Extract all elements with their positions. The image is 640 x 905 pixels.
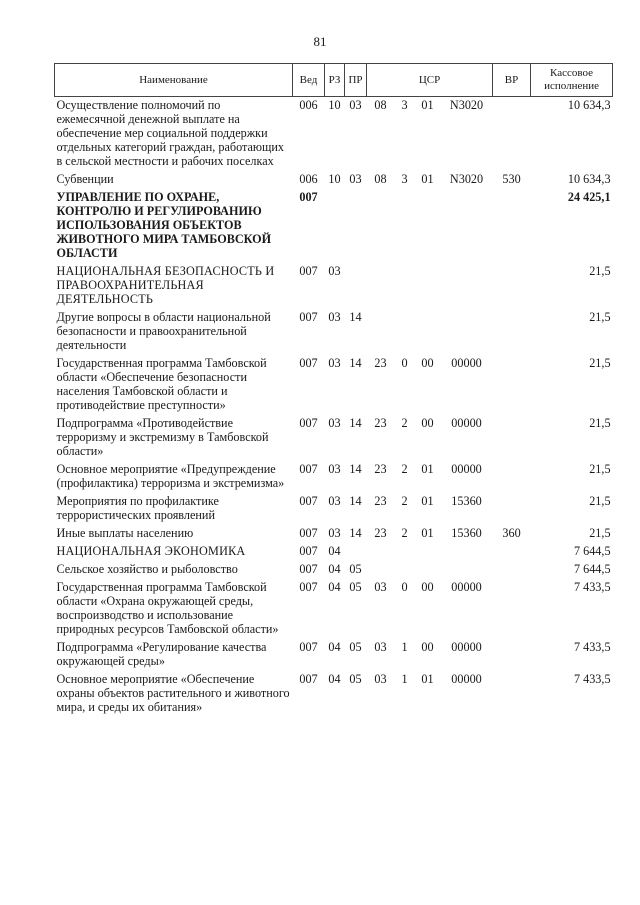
row-pr: 14 xyxy=(349,526,362,540)
row-ved: 007 xyxy=(299,494,318,508)
row-pr xyxy=(345,189,367,263)
row-name: НАЦИОНАЛЬНАЯ ЭКОНОМИКА xyxy=(56,544,246,558)
row-csr-event: 00 xyxy=(421,640,434,654)
row-csr-subprogram: 2 xyxy=(401,462,408,476)
row-name: Иные выплаты населению xyxy=(56,526,194,540)
row-rz: 03 xyxy=(328,494,341,508)
row-name: Государственная программа Тамбовской области «Обеспечение безопасности населения Тамбовской области и противодействие преступности» xyxy=(56,356,267,412)
row-csr-event: 01 xyxy=(421,672,434,686)
row-rz: 04 xyxy=(328,672,341,686)
row-csr-subprogram xyxy=(395,189,415,263)
row-name: Субвенции xyxy=(56,172,114,186)
row-csr-program: 23 xyxy=(374,494,387,508)
row-vr xyxy=(493,579,531,639)
row-csr-direction xyxy=(441,309,493,355)
row-name: Основное мероприятие «Предупреждение (профилактика) терроризма и экстремизма» xyxy=(56,462,285,490)
row-amount: 24 425,1 xyxy=(567,190,611,204)
row-name: УПРАВЛЕНИЕ ПО ОХРАНЕ, КОНТРОЛЮ И РЕГУЛИРОВАНИЮ ИСПОЛЬЗОВАНИЯ ОБЪЕКТОВ ЖИВОТНОГО МИРА ТАМБОВСКОЙ ОБЛАСТИ xyxy=(56,190,272,260)
row-csr-event: 00 xyxy=(421,580,434,594)
table-row xyxy=(55,579,613,639)
row-pr: 14 xyxy=(349,494,362,508)
row-amount: 21,5 xyxy=(589,416,611,430)
row-amount: 7 433,5 xyxy=(573,640,611,654)
row-vr xyxy=(493,561,531,579)
row-csr-program: 03 xyxy=(374,640,387,654)
row-rz: 03 xyxy=(328,264,341,278)
row-vr xyxy=(493,415,531,461)
row-vr xyxy=(493,97,531,172)
row-pr: 14 xyxy=(349,416,362,430)
table-row xyxy=(55,671,613,717)
row-csr-direction: 15360 xyxy=(451,494,482,508)
row-csr-subprogram: 1 xyxy=(401,640,408,654)
row-name: Основное мероприятие «Обеспечение охраны объектов растительного и животного мира, и среды их обитания» xyxy=(56,672,290,714)
row-rz: 03 xyxy=(328,310,341,324)
row-pr: 14 xyxy=(349,310,362,324)
row-vr xyxy=(493,543,531,561)
row-vr xyxy=(493,263,531,309)
row-pr xyxy=(345,263,367,309)
row-csr-program xyxy=(367,543,395,561)
header-rz: РЗ xyxy=(325,64,345,97)
row-amount: 7 644,5 xyxy=(573,562,611,576)
row-csr-program: 23 xyxy=(374,356,387,370)
row-ved: 007 xyxy=(299,580,318,594)
row-amount: 7 433,5 xyxy=(573,672,611,686)
table-row xyxy=(55,355,613,415)
row-vr xyxy=(493,309,531,355)
row-vr xyxy=(493,355,531,415)
row-name: Другие вопросы в области национальной безопасности и правоохранительной деятельности xyxy=(56,310,271,352)
header-csr: ЦСР xyxy=(367,64,493,97)
row-csr-event: 01 xyxy=(421,526,434,540)
row-vr xyxy=(493,639,531,671)
row-ved: 007 xyxy=(299,356,318,370)
row-amount: 21,5 xyxy=(589,264,611,278)
row-rz: 03 xyxy=(328,462,341,476)
row-csr-subprogram: 2 xyxy=(401,416,408,430)
row-amount: 21,5 xyxy=(589,462,611,476)
row-csr-event: 00 xyxy=(421,356,434,370)
row-vr xyxy=(493,189,531,263)
row-csr-event: 01 xyxy=(421,98,434,112)
row-csr-direction xyxy=(441,543,493,561)
row-pr xyxy=(345,543,367,561)
row-rz: 03 xyxy=(328,356,341,370)
row-name: Подпрограмма «Противодействие терроризму и экстремизму в Тамбовской области» xyxy=(56,416,269,458)
row-csr-event: 01 xyxy=(421,494,434,508)
row-ved: 007 xyxy=(299,672,318,686)
row-rz: 04 xyxy=(328,544,341,558)
row-csr-program: 08 xyxy=(374,172,387,186)
row-name: Подпрограмма «Регулирование качества окружающей среды» xyxy=(56,640,267,668)
row-csr-subprogram xyxy=(395,309,415,355)
row-vr: 360 xyxy=(502,526,521,540)
row-ved: 007 xyxy=(299,562,318,576)
row-ved: 007 xyxy=(299,462,318,476)
row-csr-program xyxy=(367,309,395,355)
table-row xyxy=(55,263,613,309)
table-row xyxy=(55,543,613,561)
row-csr-subprogram xyxy=(395,263,415,309)
row-csr-event: 00 xyxy=(421,416,434,430)
budget-execution-table xyxy=(54,63,613,717)
row-csr-program xyxy=(367,561,395,579)
row-pr: 05 xyxy=(349,640,362,654)
row-csr-subprogram: 2 xyxy=(401,526,408,540)
row-ved: 007 xyxy=(299,310,318,324)
table-row xyxy=(55,493,613,525)
row-ved: 006 xyxy=(299,98,318,112)
row-csr-direction: 15360 xyxy=(451,526,482,540)
row-csr-program: 23 xyxy=(374,462,387,476)
row-ved: 007 xyxy=(299,416,318,430)
row-csr-event xyxy=(415,561,441,579)
row-csr-direction: 00000 xyxy=(451,356,482,370)
header-ved: Вед xyxy=(293,64,325,97)
row-rz: 03 xyxy=(328,416,341,430)
row-csr-direction xyxy=(441,189,493,263)
row-ved: 007 xyxy=(299,264,318,278)
row-amount: 7 644,5 xyxy=(573,544,611,558)
table-row xyxy=(55,639,613,671)
header-vr: ВР xyxy=(493,64,531,97)
table-row xyxy=(55,525,613,543)
table-row xyxy=(55,561,613,579)
row-name: Осуществление полномочий по ежемесячной денежной выплате на обеспечение мер социальной поддержки отдельных категорий граждан, работающих в сельской местности и рабочих поселках xyxy=(56,98,285,168)
row-csr-direction: N3020 xyxy=(449,98,484,112)
row-csr-subprogram: 0 xyxy=(401,580,408,594)
row-pr: 03 xyxy=(349,172,362,186)
header-name: Наименование xyxy=(55,64,293,97)
page-number: 81 xyxy=(313,34,327,49)
row-csr-subprogram xyxy=(395,543,415,561)
table-row xyxy=(55,189,613,263)
row-csr-program: 23 xyxy=(374,416,387,430)
row-rz: 04 xyxy=(328,580,341,594)
row-csr-subprogram: 3 xyxy=(401,172,408,186)
row-ved: 007 xyxy=(299,526,318,540)
row-csr-event xyxy=(415,189,441,263)
table-row xyxy=(55,461,613,493)
header-pr: ПР xyxy=(345,64,367,97)
table-row xyxy=(55,415,613,461)
row-name: Сельское хозяйство и рыболовство xyxy=(56,562,238,576)
row-amount: 21,5 xyxy=(589,310,611,324)
row-csr-program: 23 xyxy=(374,526,387,540)
row-amount: 21,5 xyxy=(589,356,611,370)
row-vr xyxy=(493,461,531,493)
row-csr-subprogram: 0 xyxy=(401,356,408,370)
row-csr-direction: 00000 xyxy=(451,416,482,430)
row-csr-subprogram: 2 xyxy=(401,494,408,508)
row-csr-subprogram xyxy=(395,561,415,579)
header-amount: Кассовое исполнение xyxy=(531,64,613,97)
row-pr: 05 xyxy=(349,580,362,594)
row-csr-direction xyxy=(441,263,493,309)
row-vr xyxy=(493,493,531,525)
row-csr-direction: N3020 xyxy=(449,172,484,186)
row-csr-event xyxy=(415,543,441,561)
row-ved: 007 xyxy=(299,544,318,558)
table-row xyxy=(55,309,613,355)
row-pr: 05 xyxy=(349,562,362,576)
row-amount: 10 634,3 xyxy=(567,172,611,186)
row-rz: 10 xyxy=(328,98,341,112)
row-csr-program: 03 xyxy=(374,672,387,686)
row-rz: 04 xyxy=(328,640,341,654)
row-csr-direction xyxy=(441,561,493,579)
row-csr-program xyxy=(367,189,395,263)
row-pr: 05 xyxy=(349,672,362,686)
row-csr-event xyxy=(415,309,441,355)
row-ved: 007 xyxy=(299,190,318,204)
row-pr: 14 xyxy=(349,462,362,476)
table-row xyxy=(55,171,613,189)
row-csr-direction: 00000 xyxy=(451,640,482,654)
row-amount: 10 634,3 xyxy=(567,98,611,112)
row-vr xyxy=(493,671,531,717)
row-csr-program: 03 xyxy=(374,580,387,594)
row-vr: 530 xyxy=(502,172,521,186)
row-csr-direction: 00000 xyxy=(451,462,482,476)
row-rz: 04 xyxy=(328,562,341,576)
row-ved: 006 xyxy=(299,172,318,186)
row-name: НАЦИОНАЛЬНАЯ БЕЗОПАСНОСТЬ И ПРАВООХРАНИТЕЛЬНАЯ ДЕЯТЕЛЬНОСТЬ xyxy=(56,264,275,306)
row-name: Государственная программа Тамбовской области «Охрана окружающей среды, воспроизводство и использование природных ресурсов Тамбовской области» xyxy=(56,580,279,636)
row-csr-direction: 00000 xyxy=(451,672,482,686)
row-rz: 10 xyxy=(328,172,341,186)
table-row xyxy=(55,97,613,172)
row-rz xyxy=(325,189,345,263)
table-header-row xyxy=(55,64,613,97)
row-csr-subprogram: 1 xyxy=(401,672,408,686)
row-csr-event: 01 xyxy=(421,172,434,186)
row-csr-program xyxy=(367,263,395,309)
row-name: Мероприятия по профилактике террористических проявлений xyxy=(56,494,219,522)
row-pr: 03 xyxy=(349,98,362,112)
row-amount: 21,5 xyxy=(589,526,611,540)
row-csr-subprogram: 3 xyxy=(401,98,408,112)
row-ved: 007 xyxy=(299,640,318,654)
row-csr-event xyxy=(415,263,441,309)
row-csr-event: 01 xyxy=(421,462,434,476)
row-csr-program: 08 xyxy=(374,98,387,112)
row-amount: 7 433,5 xyxy=(573,580,611,594)
row-rz: 03 xyxy=(328,526,341,540)
row-amount: 21,5 xyxy=(589,494,611,508)
row-csr-direction: 00000 xyxy=(451,580,482,594)
row-pr: 14 xyxy=(349,356,362,370)
